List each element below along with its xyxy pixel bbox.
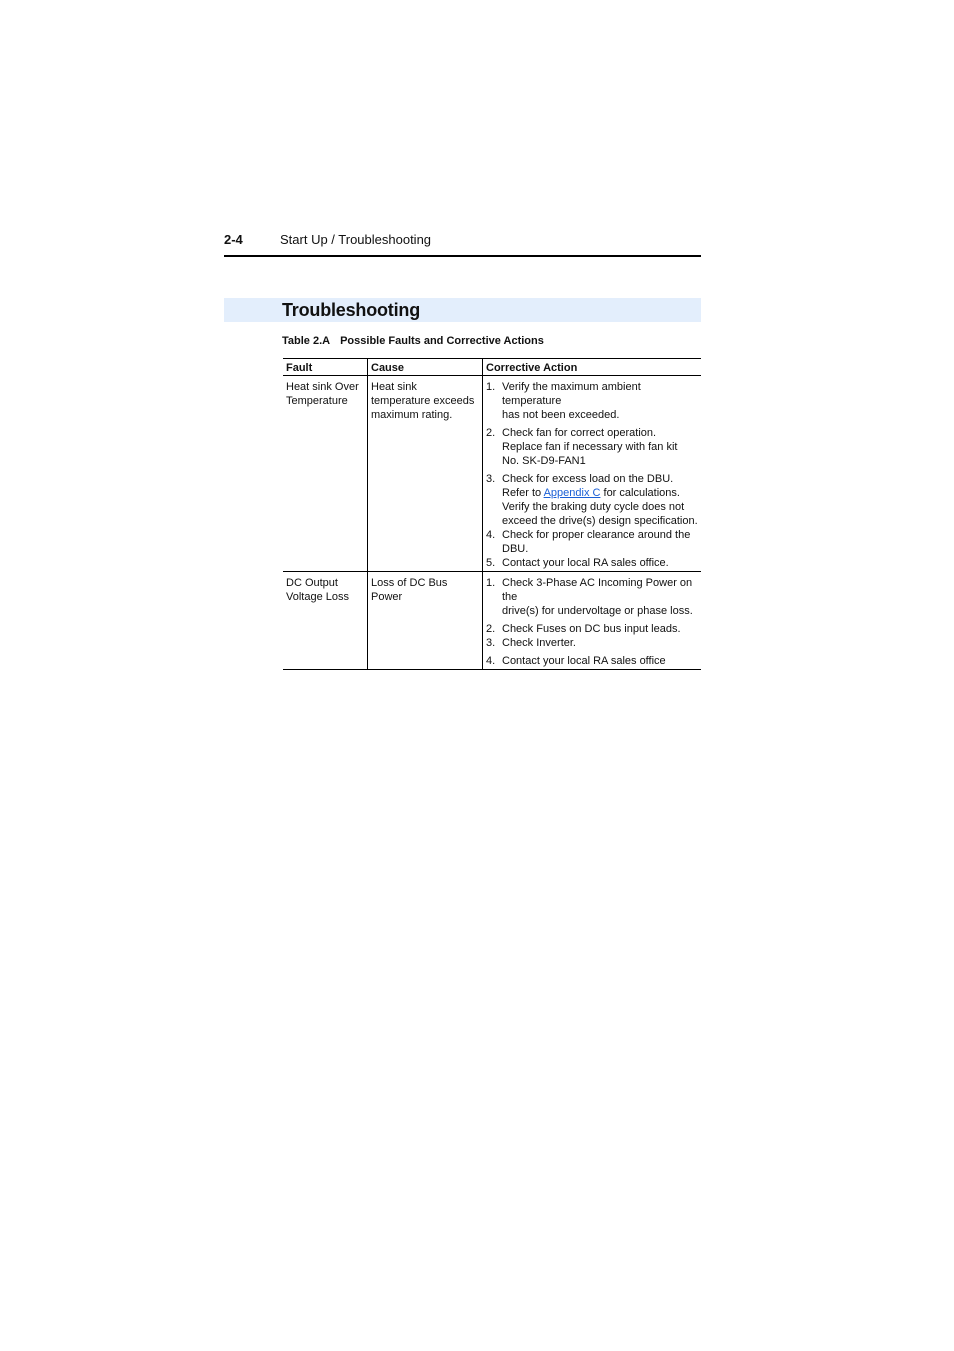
action-text: Verify the maximum ambient temperature: [502, 381, 641, 407]
action-text: Replace fan if necessary with fan kit: [502, 441, 678, 453]
action-text: No. SK-D9-FAN1: [502, 455, 586, 467]
reference-prefix: Refer to: [502, 487, 544, 499]
action-text: Check 3-Phase AC Incoming Power on the: [502, 577, 693, 603]
action-number: 4.: [486, 529, 496, 541]
action-list: [486, 380, 698, 570]
page-number: 2-4: [224, 232, 243, 247]
table-caption: [282, 335, 544, 347]
action-text: Check fan for correct operation.: [502, 427, 657, 439]
action-item: [486, 576, 698, 618]
table-caption-label: Table 2.A: [282, 335, 331, 347]
running-head: Start Up / Troubleshooting: [280, 232, 432, 247]
action-number: 2.: [486, 623, 496, 635]
action-text: Check for proper clearance around the: [502, 529, 691, 541]
action-number: 2.: [486, 427, 496, 439]
cause-cell: Heat sink temperature exceeds maximum rating.: [368, 376, 483, 572]
action-text: Check Inverter.: [502, 637, 576, 649]
cause-cell: Loss of DC Bus Power: [368, 572, 483, 670]
column-header-corrective-action: Corrective Action: [483, 359, 702, 376]
action-number: 1.: [486, 577, 496, 589]
action-text: Verify the braking duty cycle does not: [502, 501, 685, 513]
action-list: [486, 576, 698, 668]
action-item: [486, 556, 698, 570]
table-row-heat-sink: [283, 376, 701, 572]
action-text: drive(s) for undervoltage or phase loss.: [502, 605, 693, 617]
table-header-row: [283, 359, 701, 376]
appendix-c-link[interactable]: Appendix C: [543, 487, 601, 499]
action-item: [486, 528, 698, 556]
action-item: [486, 654, 698, 668]
action-item: [486, 380, 698, 422]
table-row-dc-output: [283, 572, 701, 670]
faults-table: [283, 358, 701, 670]
action-text: Contact your local RA sales office.: [502, 557, 669, 569]
action-text-with-reference: [502, 486, 698, 500]
action-text: Check for excess load on the DBU.: [502, 473, 674, 485]
action-number: 5.: [486, 557, 496, 569]
action-item: [486, 622, 698, 636]
action-number: 1.: [486, 381, 496, 393]
action-item: [486, 426, 698, 468]
fault-cell: Heat sink Over Temperature: [283, 376, 368, 572]
action-number: 4.: [486, 655, 496, 667]
action-number: 3.: [486, 637, 496, 649]
section-heading-band: [224, 298, 701, 322]
action-item: [486, 636, 698, 650]
reference-suffix: for calculations.: [600, 487, 680, 499]
table-caption-title: Possible Faults and Corrective Actions: [340, 335, 544, 347]
action-number: 3.: [486, 473, 496, 485]
action-text: DBU.: [502, 543, 529, 555]
action-text: exceed the drive(s) design specification.: [502, 515, 698, 527]
corrective-action-cell: [483, 376, 702, 572]
action-text: has not been exceeded.: [502, 409, 620, 421]
action-item: [486, 472, 698, 528]
column-header-cause: Cause: [368, 359, 483, 376]
action-text: Contact your local RA sales office: [502, 655, 666, 667]
page-header: [224, 230, 701, 257]
corrective-action-cell: [483, 572, 702, 670]
section-title: Troubleshooting: [282, 300, 420, 320]
action-text: Check Fuses on DC bus input leads.: [502, 623, 681, 635]
column-header-fault: Fault: [283, 359, 368, 376]
fault-cell: DC Output Voltage Loss: [283, 572, 368, 670]
